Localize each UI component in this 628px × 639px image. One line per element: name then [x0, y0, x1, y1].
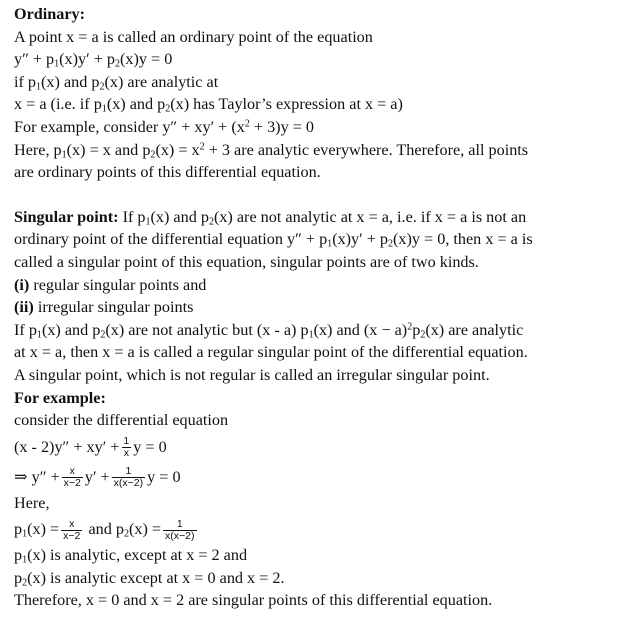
subscript: 1: [36, 329, 42, 341]
denominator: x−2: [63, 530, 81, 543]
subscript: 2: [22, 577, 28, 589]
text: (x) and p: [41, 320, 101, 339]
subscript: 2: [115, 58, 121, 70]
text: (x) and p: [150, 207, 209, 226]
fraction: [62, 466, 83, 489]
text: If p: [14, 320, 37, 339]
text-line: [14, 462, 624, 492]
text: (x) and (x − a): [313, 320, 408, 339]
text: If p: [118, 207, 146, 226]
text-line: [14, 3, 624, 26]
text-line: [14, 139, 624, 162]
text: y = 0: [133, 437, 167, 456]
text-line: [14, 319, 624, 342]
text: at x = a, then x = a is called a regular singular point of the differential equation.: [14, 343, 528, 362]
text: and p: [84, 520, 124, 539]
text-line: [14, 274, 624, 297]
text-line: [14, 26, 624, 49]
subscript: 1: [54, 58, 60, 70]
denominator: x(x−2): [113, 477, 144, 490]
text-line: [14, 544, 624, 567]
subscript: 1: [327, 238, 333, 250]
text: (x)y = 0: [120, 50, 173, 69]
subscript: 1: [36, 81, 42, 93]
text: (x) are not analytic but (x - a) p: [105, 320, 309, 339]
text: if p: [14, 72, 37, 91]
numerator: 1: [123, 435, 130, 448]
bold-heading: (i): [14, 275, 30, 294]
text: (x) = x: [155, 140, 200, 159]
text-line: [14, 387, 624, 410]
text-line: [14, 409, 624, 432]
text: Here, p: [14, 140, 62, 159]
numerator: 1: [176, 518, 183, 531]
fraction: [121, 436, 131, 459]
subscript: 2: [208, 216, 214, 228]
text-line: [14, 206, 624, 229]
text: (x)y′ + p: [332, 230, 389, 249]
text: are ordinary points of this differential equation.: [14, 163, 321, 182]
text: (x) are not analytic at x = a, i.e. if x = a is not an: [213, 207, 527, 226]
subscript: 2: [150, 149, 156, 161]
text: consider the differential equation: [14, 411, 229, 430]
text: (x) = x and p: [66, 140, 151, 159]
text: A point x = a is called an ordinary point of the equation: [14, 27, 373, 46]
text: ⇒ y″ +: [14, 467, 60, 486]
text: (x) are analytic: [425, 320, 524, 339]
text: Therefore, x = 0 and x = 2 are singular points of this differential equation.: [14, 591, 493, 610]
text-line: [14, 514, 624, 544]
text: Here,: [14, 493, 50, 512]
fraction: [112, 466, 145, 489]
text-line: [14, 161, 624, 184]
bold-heading: For example:: [14, 388, 106, 407]
text: p: [412, 320, 421, 339]
text-line: [14, 567, 624, 590]
subscript: 2: [388, 238, 394, 250]
subscript: 2: [165, 103, 171, 115]
text: For example, consider y″ + xy′ + (x: [14, 117, 245, 136]
text: p: [14, 568, 23, 587]
superscript: 2: [407, 321, 413, 333]
fraction: [163, 519, 196, 542]
text-line: [14, 432, 624, 462]
text-line: [14, 228, 624, 251]
text: (x) is analytic, except at x = 2 and: [27, 546, 248, 565]
subscript: 1: [308, 329, 314, 341]
text-line: [14, 48, 624, 71]
subscript: 2: [99, 81, 105, 93]
bold-heading: Singular point:: [14, 207, 119, 226]
text-line: [14, 93, 624, 116]
text: called a singular point of this equation, singular points are of two kinds.: [14, 252, 479, 271]
numerator: x: [69, 465, 75, 478]
text: y′ +: [84, 467, 110, 486]
text-line: [14, 364, 624, 387]
blank-line: [14, 184, 624, 206]
text: (x) is analytic except at x = 0 and x = 2.: [27, 568, 285, 587]
subscript: 1: [22, 528, 28, 540]
text: y″ + p: [14, 50, 55, 69]
subscript: 1: [145, 216, 151, 228]
numerator: 1: [125, 465, 132, 478]
text: regular singular points and: [29, 275, 207, 294]
subscript: 1: [61, 149, 67, 161]
text: irregular singular points: [33, 298, 194, 317]
denominator: x: [123, 447, 129, 460]
text: p: [14, 520, 23, 539]
text: (x) =: [128, 520, 162, 539]
text: (x)y = 0, then x = a is: [393, 230, 533, 249]
text: x = a (i.e. if p: [14, 95, 102, 114]
text: (x - 2)y″ + xy′ +: [14, 437, 120, 456]
subscript: 1: [22, 554, 28, 566]
text: (x) and p: [41, 72, 100, 91]
superscript: 2: [244, 118, 250, 130]
text-line: [14, 341, 624, 364]
bold-heading: (ii): [14, 298, 34, 317]
text: (x) =: [27, 520, 60, 539]
text-line: [14, 251, 624, 274]
document-body: [14, 3, 624, 612]
text-line: [14, 492, 624, 515]
text-line: [14, 116, 624, 139]
text-line: [14, 71, 624, 94]
denominator: x(x−2): [165, 530, 195, 543]
text: (x) has Taylor’s expression at x = a): [170, 95, 403, 114]
fraction: [61, 519, 82, 542]
text: y = 0: [147, 467, 181, 486]
text: A singular point, which is not regular is called an irregular singular point.: [14, 365, 490, 384]
text-line: [14, 296, 624, 319]
subscript: 1: [101, 103, 107, 115]
subscript: 2: [420, 329, 426, 341]
text: p: [14, 546, 23, 565]
text: + 3 are analytic everywhere. Therefore, all points: [204, 140, 529, 159]
text-line: [14, 589, 624, 612]
text: ordinary point of the differential equation y″ + p: [14, 230, 328, 249]
denominator: x−2: [63, 477, 81, 490]
bold-heading: Ordinary:: [14, 5, 86, 23]
superscript: 2: [199, 141, 205, 153]
subscript: 2: [100, 329, 106, 341]
subscript: 2: [123, 528, 129, 540]
numerator: x: [69, 518, 75, 531]
text: (x) and p: [106, 95, 166, 114]
text: (x) are analytic at: [104, 72, 219, 91]
text: (x)y′ + p: [59, 50, 115, 69]
text: + 3)y = 0: [249, 117, 314, 136]
